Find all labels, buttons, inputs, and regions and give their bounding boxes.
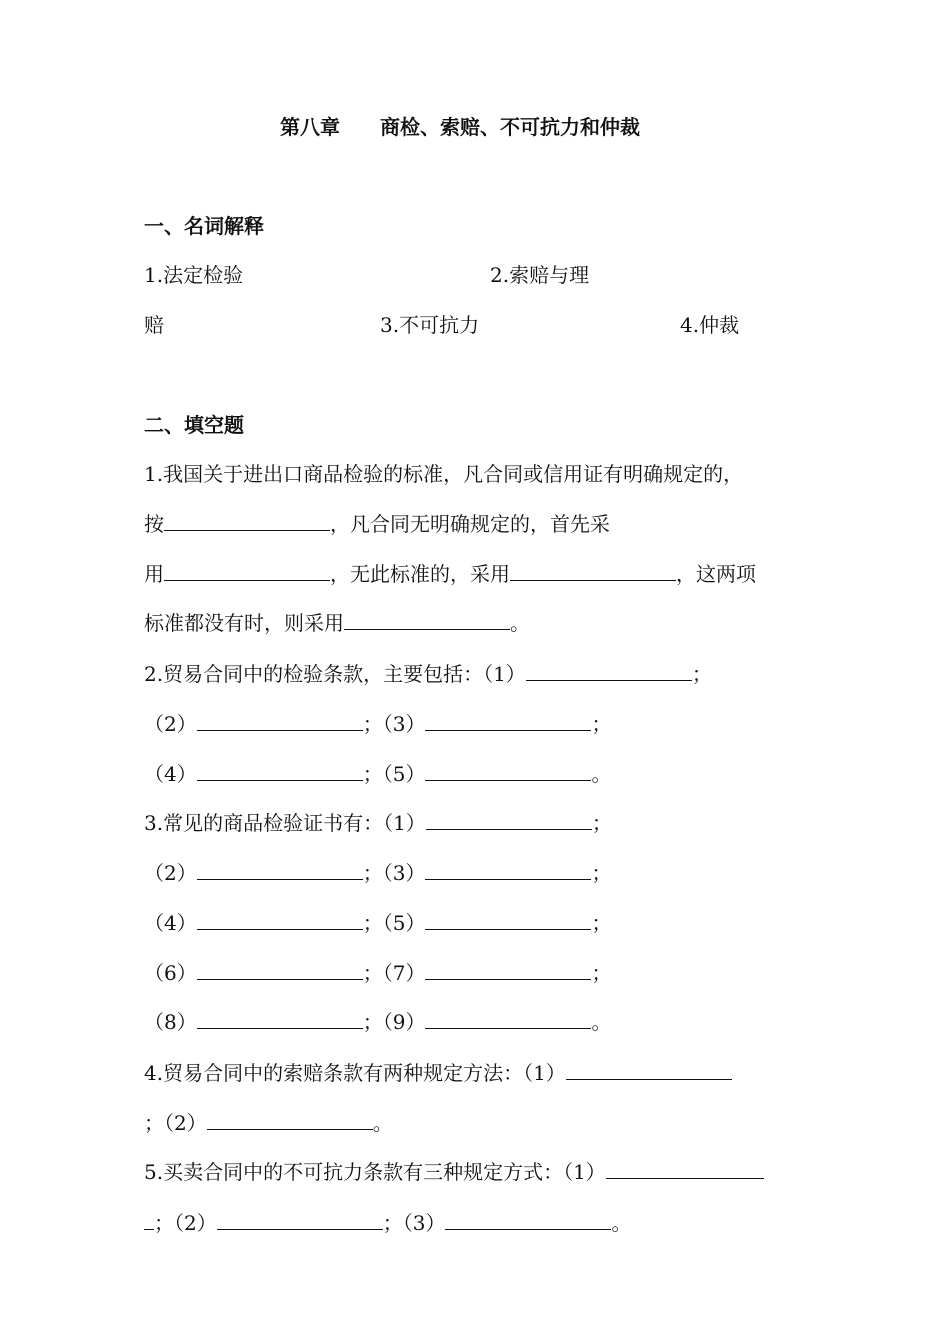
answer-blank[interactable] [197, 861, 363, 880]
answer-blank[interactable] [164, 562, 330, 581]
answer-blank[interactable] [566, 1061, 732, 1080]
answer-blank[interactable] [426, 811, 592, 830]
answer-blank[interactable] [164, 512, 330, 531]
answer-blank[interactable] [197, 712, 363, 731]
question-line: 按 ，凡合同无明确规定的，首先采 [144, 512, 610, 536]
question-line: 标准都没有时，则采用 。 [144, 611, 530, 635]
question-line: 4.贸易合同中的索赔条款有两种规定方法：（1） [144, 1060, 732, 1086]
question-line: （2） ；（3） ； [144, 712, 612, 736]
question-line: ；（2） 。 [144, 1111, 393, 1135]
answer-blank[interactable] [606, 1160, 764, 1179]
question-line: 5.买卖合同中的不可抗力条款有三种规定方式：（1） [144, 1159, 764, 1185]
answer-blank[interactable] [425, 961, 591, 980]
answer-blank[interactable] [425, 712, 591, 731]
question-line: 用 ，无此标准的，采用 ，这两项 [144, 562, 756, 586]
answer-blank[interactable] [197, 961, 363, 980]
answer-blank[interactable] [510, 562, 676, 581]
answer-blank[interactable] [425, 1010, 591, 1029]
question-line: （4） ；（5） 。 [144, 762, 612, 786]
answer-blank[interactable] [344, 611, 510, 630]
term-item-continued: 赔 [144, 313, 164, 337]
question-line: （2） ；（3） ； [144, 861, 612, 885]
term-item: 1.法定检验 [144, 263, 244, 287]
term-item: 4.仲裁 [680, 313, 740, 337]
answer-blank[interactable] [217, 1211, 383, 1230]
term-item: 3.不可抗力 [380, 313, 480, 337]
question-line: 3.常见的商品检验证书有：（1） ； [144, 811, 612, 835]
answer-blank[interactable] [425, 861, 591, 880]
question-line: （6） ；（7） ； [144, 961, 612, 985]
answer-blank[interactable] [197, 911, 363, 930]
question-line: 2.贸易合同中的检验条款，主要包括：（1） ； [144, 662, 712, 686]
term-item: 2.索赔与理 [490, 263, 590, 287]
answer-blank[interactable] [526, 662, 692, 681]
question-line: ；（2） ；（3） 。 [144, 1210, 631, 1236]
page-title: 第八章 商检、索赔、不可抗力和仲裁 [280, 115, 640, 139]
question-text: 1.我国关于进出口商品检验的标准，凡合同或信用证有明确规定的， [144, 462, 744, 486]
answer-blank[interactable] [197, 1010, 363, 1029]
answer-blank[interactable] [197, 762, 363, 781]
section-heading-fill-blank: 二、填空题 [144, 413, 244, 437]
answer-blank-continued[interactable] [144, 1211, 154, 1230]
answer-blank[interactable] [425, 762, 591, 781]
question-line: （4） ；（5） ； [144, 911, 612, 935]
answer-blank[interactable] [207, 1111, 373, 1130]
section-heading-terms: 一、名词解释 [144, 214, 264, 238]
answer-blank[interactable] [425, 911, 591, 930]
answer-blank[interactable] [445, 1211, 611, 1230]
question-line: （8） ；（9） 。 [144, 1010, 612, 1034]
